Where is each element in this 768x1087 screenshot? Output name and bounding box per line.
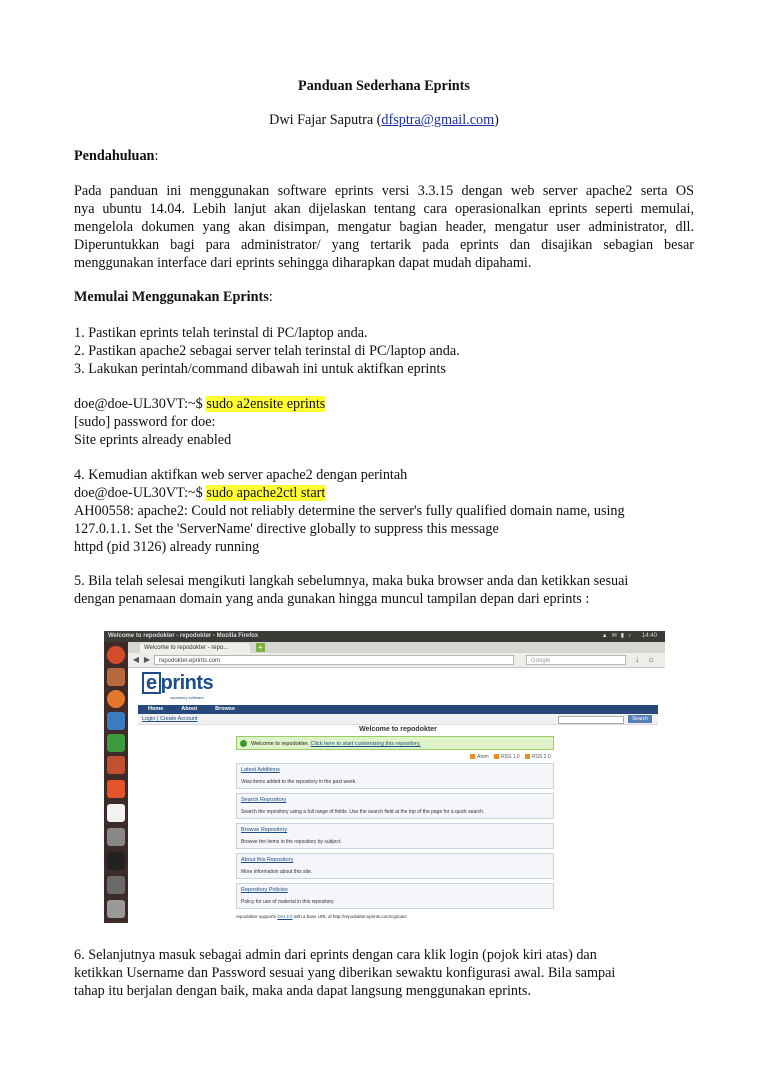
wifi-icon: ▲ [601,633,612,639]
intro-line-3: mengelola dokumen yang akan disimpan, mengatur bagian header, mengatur user administrator, dll. [74,219,694,235]
menu-browse[interactable]: Browse [215,706,236,712]
eprints-homepage [128,668,665,923]
eprints-logo-e: e [142,672,161,694]
panel-description: Policy for use of material in this repository. [241,899,335,905]
panel-description: Search the repository using a full range of fields. Use the search field at the top of the page for a quick search. [241,809,485,815]
feed-links [466,754,551,760]
check-icon [240,740,247,747]
doc-author [74,111,694,129]
eprints-logo-subtitle: repository software [170,695,204,700]
step-2: 2. Pastikan apache2 sebagai server telah terinstal di PC/laptop anda. [74,343,460,359]
intro-heading-line [74,147,158,165]
impress-icon[interactable] [107,756,125,774]
back-icon[interactable]: ◀ [132,655,140,664]
step-1: 1. Pastikan eprints telah terinstal di PC/laptop anda. [74,325,368,341]
menu-home[interactable]: Home [148,706,164,712]
step-6-line-3: tahap itu berjalan dengan baik, maka anda dapat langsung menggunakan eprints. [74,983,531,999]
panel-description: Browse the items in the repository by subject. [241,839,342,845]
url-bar[interactable]: repodokter.eprints.com [154,655,514,665]
step-5-line-1: 5. Bila telah selesai mengikuti langkah sebelumnya, maka buka browser anda dan ketikkan sesuai [74,573,629,589]
files-icon[interactable] [107,668,125,686]
cmd1-command: sudo a2ensite eprints [206,396,326,412]
cmd2-output-1: AH00558: apache2: Could not reliably determine the server's fully qualified domain name, using [74,503,625,519]
menu-about[interactable]: About [181,706,198,712]
panel-title[interactable]: Search Repository [241,797,287,803]
panel-description: More information about this site. [241,869,313,875]
login-links[interactable]: Login | Create Account [142,716,198,722]
browser-tab-row [128,642,665,653]
cmd2-output-2: 127.0.1.1. Set the 'ServerName' directive globally to suppress this message [74,521,499,537]
site-footer [236,914,407,919]
forward-icon[interactable]: ▶ [143,655,151,664]
site-search-input[interactable] [558,716,624,724]
volume-icon: ♪ [628,633,635,639]
panel-title[interactable]: About this Repository [241,857,294,863]
intro-line-2: nya ubuntu 14.04. Lebih lanjut akan dijelaskan tentang cara operasionalkan eprints seperti memulai, [74,201,694,217]
cmd1-prompt: doe@doe-UL30VT:~$ [74,396,207,412]
trash-icon[interactable] [107,900,125,918]
feed-icon [494,754,499,759]
site-sub-bar [138,714,658,725]
author-email-link[interactable]: dfsptra@gmail.com [381,112,495,128]
step-6-line-2: ketikkan Username dan Password sesuai yang diberikan sewaktu konfigurasi awal. Bila sampai [74,965,616,981]
download-icon[interactable]: ↓ [635,655,639,664]
panel-search-repository [236,793,554,819]
step-3: 3. Lakukan perintah/command dibawah ini untuk aktifkan eprints [74,361,446,377]
panel-repository-policies [236,883,554,909]
mail-icon: ✉ [611,633,621,639]
step-5-line-2: dengan penamaan domain yang anda gunakan hingga muncul tampilan depan dari eprints : [74,591,590,607]
home-icon[interactable]: ⌂ [648,655,654,664]
intro-line-1: Pada panduan ini menggunakan software eprints versi 3.3.15 dengan web server apache2 serta OS [74,183,694,199]
calc-icon[interactable] [107,734,125,752]
unity-launcher [104,642,128,923]
start-heading: Memulai Menggunakan Eprints [74,289,269,305]
browser-tab[interactable]: Welcome to repodokter - repo... [140,643,250,653]
panel-title[interactable]: Browse Repository [241,827,288,833]
panel-description: View items added to the repository in the past week. [241,779,357,785]
feed-icon [470,754,475,759]
firefox-icon[interactable] [107,690,125,708]
eprints-logo [142,672,213,695]
welcome-message-text: Welcome to repodokter. [251,741,311,747]
terminal-icon[interactable] [107,852,125,870]
cmd2-output-3: httpd (pid 3126) already running [74,539,260,555]
feed-rss2[interactable]: RSS 2.0 [532,754,551,760]
cmd2-line [74,484,325,502]
feed-rss1[interactable]: RSS 1.0 [501,754,520,760]
start-heading-line [74,288,273,306]
site-menu-bar [138,705,658,714]
step-4: 4. Kemudian aktifkan web server apache2 dengan perintah [74,467,408,483]
eprints-logo-text: prints [160,672,214,694]
feed-icon [525,754,530,759]
footer-suffix: with a base URL of http://repodokter.eprints.com/cgi/oai2 [292,914,407,919]
start-colon: : [268,289,273,305]
footer-prefix: repodokter supports [236,914,278,919]
step-6-line-1: 6. Selanjutnya masuk sebagai admin dari eprints dengan cara klik login (pojok kiri atas) dan [74,947,597,963]
author-name: Dwi Fajar Saputra ( [269,112,382,128]
eprints-screenshot [104,631,665,923]
tray-icons [602,631,635,642]
panel-latest-additions [236,763,554,789]
intro-heading: Pendahuluan [74,148,155,164]
cmd1-output-1: [sudo] password for doe: [74,414,216,430]
panel-title[interactable]: Latest Additions [241,767,280,773]
customise-link[interactable]: Click here to start customising this repository. [310,741,421,747]
panel-title[interactable]: Repository Policies [241,887,288,893]
clock: 14:40 [641,633,657,639]
welcome-message [236,736,554,750]
browser-search-input[interactable]: Google [526,655,626,665]
intro-colon: : [154,148,159,164]
panel-about-repository [236,853,554,879]
intro-line-4: Diperuntukkan bagi para administrator/ yang tertarik pada eprints dan disajikan sebagian besar [74,237,694,253]
workspace-icon[interactable] [107,876,125,894]
doc-title: Panduan Sederhana Eprints [298,78,470,94]
amazon-icon[interactable] [107,804,125,822]
battery-icon: ▮ [620,633,628,639]
footer-oai-link[interactable]: OAI 2.0 [277,914,293,919]
intro-line-5: menggunakan interface dari eprints sehingga diharapkan dapat mudah dipahami. [74,255,532,271]
ubuntu-top-bar [104,631,665,642]
software-center-icon[interactable] [107,780,125,798]
site-search-button[interactable]: Search [628,715,652,723]
browser-nav-bar [128,653,665,668]
feed-atom[interactable]: Atom [477,754,489,760]
settings-icon[interactable] [107,828,125,846]
author-suffix: ) [494,112,499,128]
cmd1-line [74,395,325,413]
welcome-heading: Welcome to repodokter [359,726,437,733]
cmd2-command: sudo apache2ctl start [206,485,326,501]
cmd2-prompt: doe@doe-UL30VT:~$ [74,485,207,501]
panel-browse-repository [236,823,554,849]
writer-icon[interactable] [107,712,125,730]
new-tab-icon[interactable]: + [256,643,265,652]
window-title: Welcome to repodokter - repodokter - Mozilla Firefox [108,633,259,639]
ubuntu-logo-icon[interactable] [107,646,125,664]
cmd1-output-2: Site eprints already enabled [74,432,232,448]
